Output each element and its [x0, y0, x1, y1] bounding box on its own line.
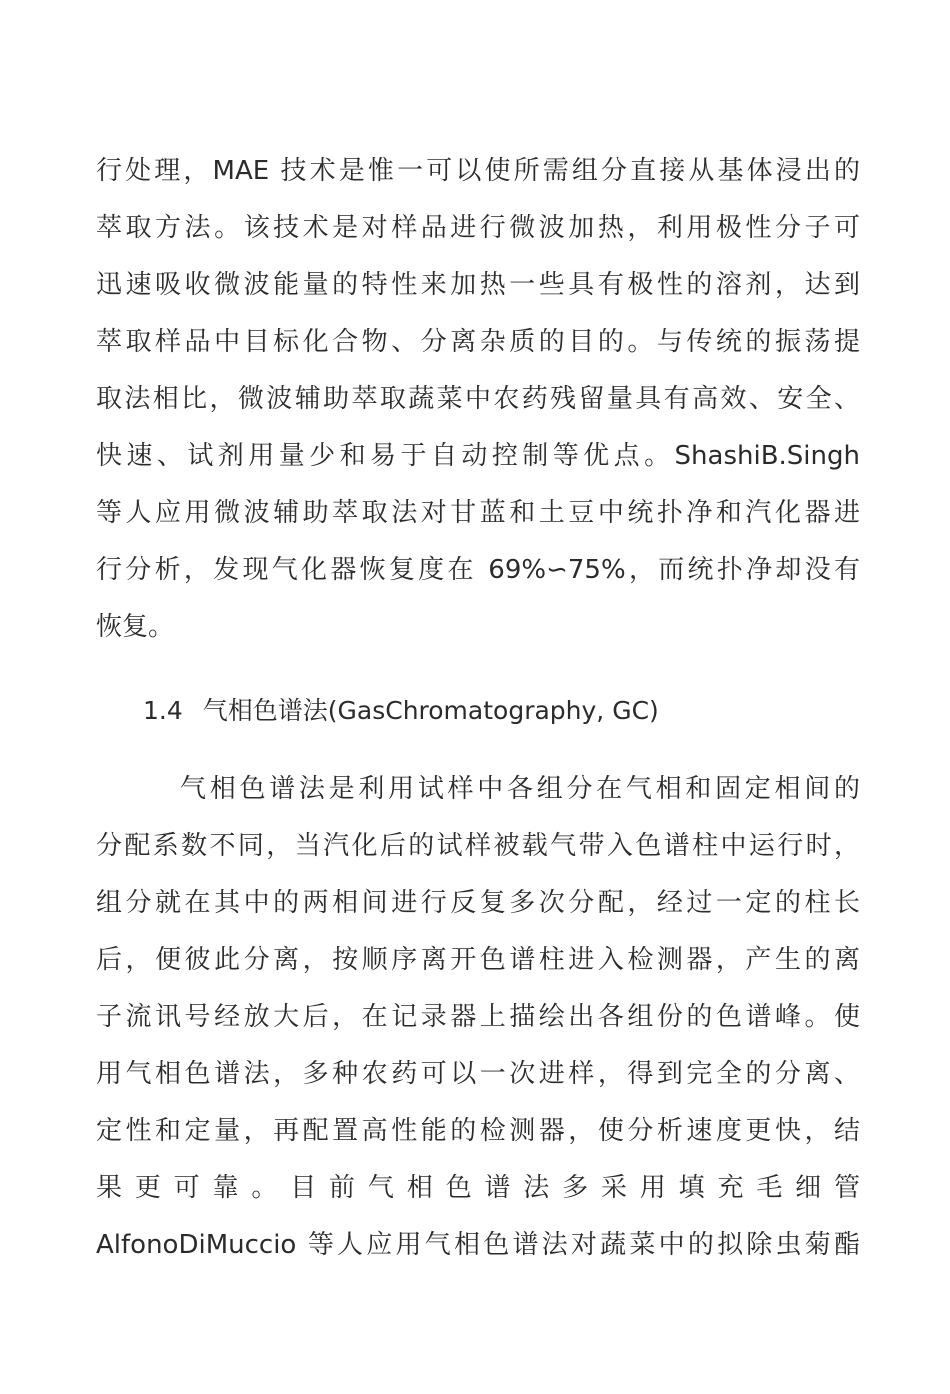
- text-line: 行处理，MAE 技术是惟一可以使所需组分直接从基体浸出的: [96, 156, 860, 186]
- text-line: 分配系数不同，当汽化后的试样被载气带入色谱柱中运行时，: [96, 831, 860, 861]
- text-line: 取法相比，微波辅助萃取蔬菜中农药残留量具有高效、安全、: [96, 384, 860, 414]
- text-line: 等人应用微波辅助萃取法对甘蓝和土豆中统扑净和汽化器进: [96, 498, 860, 528]
- text-line: 快速、试剂用量少和易于自动控制等优点。ShashiB.Singh: [96, 441, 860, 471]
- section-heading: [143, 694, 659, 728]
- text-line: 气相色谱法是利用试样中各组分在气相和固定相间的: [180, 774, 860, 804]
- text-line: 果 更 可 靠 。 目 前 气 相 色 谱 法 多 采 用 填 充 毛 细 管: [96, 1173, 860, 1203]
- text-line: 迅速吸收微波能量的特性来加热一些具有极性的溶剂，达到: [96, 270, 860, 300]
- text-line: 萃取样品中目标化合物、分离杂质的目的。与传统的振荡提: [96, 327, 860, 357]
- section-number: 1.4: [143, 696, 183, 725]
- text-line: AlfonoDiMuccio 等人应用气相色谱法对蔬菜中的拟除虫菊酯: [96, 1230, 860, 1260]
- text-line: 用气相色谱法，多种农药可以一次进样，得到完全的分离、: [96, 1059, 860, 1089]
- text-line: 子流讯号经放大后，在记录器上描绘出各组份的色谱峰。使: [96, 1002, 860, 1032]
- section-title: 气相色谱法(GasChromatography, GC): [202, 696, 659, 725]
- text-line: 后，便彼此分离，按顺序离开色谱柱进入检测器，产生的离: [96, 945, 860, 975]
- text-line: 萃取方法。该技术是对样品进行微波加热，利用极性分子可: [96, 213, 860, 243]
- text-line: 行分析，发现气化器恢复度在 69%∽75%，而统扑净却没有: [96, 555, 860, 585]
- text-line: 组分就在其中的两相间进行反复多次分配，经过一定的柱长: [96, 888, 860, 918]
- text-line: 恢复。: [96, 612, 175, 642]
- text-line: 定性和定量，再配置高性能的检测器，使分析速度更快，结: [96, 1116, 860, 1146]
